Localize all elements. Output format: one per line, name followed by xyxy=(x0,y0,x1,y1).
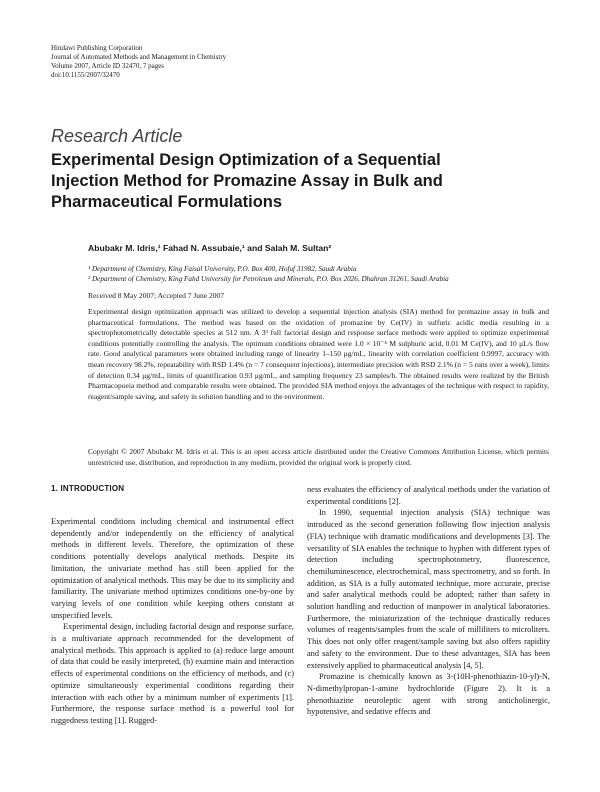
article-type: Research Article xyxy=(51,126,183,146)
body-paragraph: Promazine is chemically known as 3-(10H-phenothiazin-10-yl)-N, N-dimethylpropan-1-amine hydrochloride (Figure 2). It is a phenothiazine neuroleptic agent with strong anticholinergic, hypotensive, and sedative effects and xyxy=(307,672,550,717)
doi-line: doi:10.1155/2007/32470 xyxy=(51,71,120,79)
affiliation-2: ² Department of Chemistry, King Fahd University for Petroleum and Minerals, P.O. Box 2026, Dhahran 31261, Saudi Arabia xyxy=(88,275,449,283)
right-column xyxy=(307,484,550,718)
affiliations xyxy=(88,264,548,284)
publisher-line: Hindawi Publishing Corporation xyxy=(51,44,143,52)
journal-line: Journal of Automated Methods and Management in Chemistry xyxy=(51,53,227,61)
author-list: Abubakr M. Idris,¹ Fahad N. Assubaie,¹ and Salah M. Sultan² xyxy=(88,243,332,253)
section-heading-introduction: 1. INTRODUCTION xyxy=(51,484,125,493)
body-paragraph: In 1990, sequential injection analysis (SIA) technique was introduced as the second generation following flow injection analysis (FIA) technique with dramatic modifications and developments [3]. The versatility of SIA enables the technique to hyphen with different types of detection including spectrophotometry, fluorescence, chemiluminescence, electrochemical, mass spectrometry, and so forth. In addition, as SIA is a fully automated technique, more accurate, precise and safer analytical methods could be adopted; rather than safety in solution handling and reduction of manpower in analytical laboratories. Furthermore, the miniaturization of the technique drastically reduces volumes of reagents/samples from the scale of milliliters to microliters. This does not only offer reagent/sample saving but also offers rapidity and safety to the environment. Due to these advantages, SIA has been extensively applied to pharmaceutical analysis [4, 5]. xyxy=(307,508,550,670)
received-accepted-dates: Received 8 May 2007; Accepted 7 June 2007 xyxy=(88,291,225,300)
abstract: Experimental design optimization approach was utilized to develop a sequential injection analysis (SIA) method for promazine assay in bulk and pharmaceutical formulations. The method was based on the oxidation of promazine by Ce(IV) in sulfuric acidic media resulting in a spectrophotometrically detectable species at 512 nm. A 3³ full factorial design and response surface methods were applied to optimize experimental conditions potentially controlling the analysis. The optimum conditions obtained were 1.0 × 10⁻⁴ M sulphuric acid, 0.01 M Ce(IV), and 10 μL/s flow rate. Good analytical parameters were obtained including range of linearity 1–150 μg/mL, linearity with correlation coefficient 0.9997, accuracy with mean recovery 98.2%, repeatability with RSD 1.4% (n = 7 consequent injections), intermediate precision with RSD 2.1% (n = 5 runs over a week), limits of detection 0.34 μg/mL, limits of quantification 0.93 μg/mL, and sampling frequency 23 samples/h. The obtained results were realized by the British Pharmacopoeia method and comparable results were obtained. The provided SIA method enjoys the advantages of the technique with respect to rapidity, reagent/sample saving, and safety in solution handling and to the environment. xyxy=(88,307,549,401)
left-column xyxy=(51,516,294,727)
volume-line: Volume 2007, Article ID 32470, 7 pages xyxy=(51,62,165,70)
body-paragraph: Experimental conditions including chemical and instrumental effect dependently and/or independently on the efficiency of analytical methods in different levels. Therefore, the optimization of these conditions potentially develops analytical methods. Despite its limitation, the univariate method has still been applied for the optimization of analytical methods. This may be due to its simplicity and familiarity. The univariate method optimizes conditions one-by-one by varying levels of one condition while keeping others constant at unspecified levels. xyxy=(51,517,294,620)
paper-title: Experimental Design Optimization of a Sequential Injection Method for Promazine Assay in Bulk and Pharmaceutical Formulations xyxy=(51,151,443,211)
affiliation-1: ¹ Department of Chemistry, King Faisal University, P.O. Box 400, Hofuf 31982, Saudi Arabia xyxy=(88,265,357,273)
journal-header xyxy=(51,44,371,80)
copyright-notice: Copyright © 2007 Abubakr M. Idris et al. This is an open access article distributed under the Creative Commons Attribution License, which permits unrestricted use, distribution, and reproduction in any medium, provided the original work is properly cited. xyxy=(88,447,549,467)
body-paragraph: Experimental design, including factorial design and response surface, is a multivariate approach recommended for the development of analytical methods. This approach is applied to (a) reduce large amount of data that could be easily interpreted, (b) examine main and interaction effects of experimental conditions on the efficiency of methods, and (c) optimize simultaneously experimental conditions regarding their interaction with each other by a minimum number of experiments [1]. Furthermore, the response surface method is a powerful tool for ruggedness testing [1]. Rugged- xyxy=(51,622,294,725)
body-paragraph: ness evaluates the efficiency of analytical methods under the variation of experimental conditions [2]. xyxy=(307,485,550,506)
